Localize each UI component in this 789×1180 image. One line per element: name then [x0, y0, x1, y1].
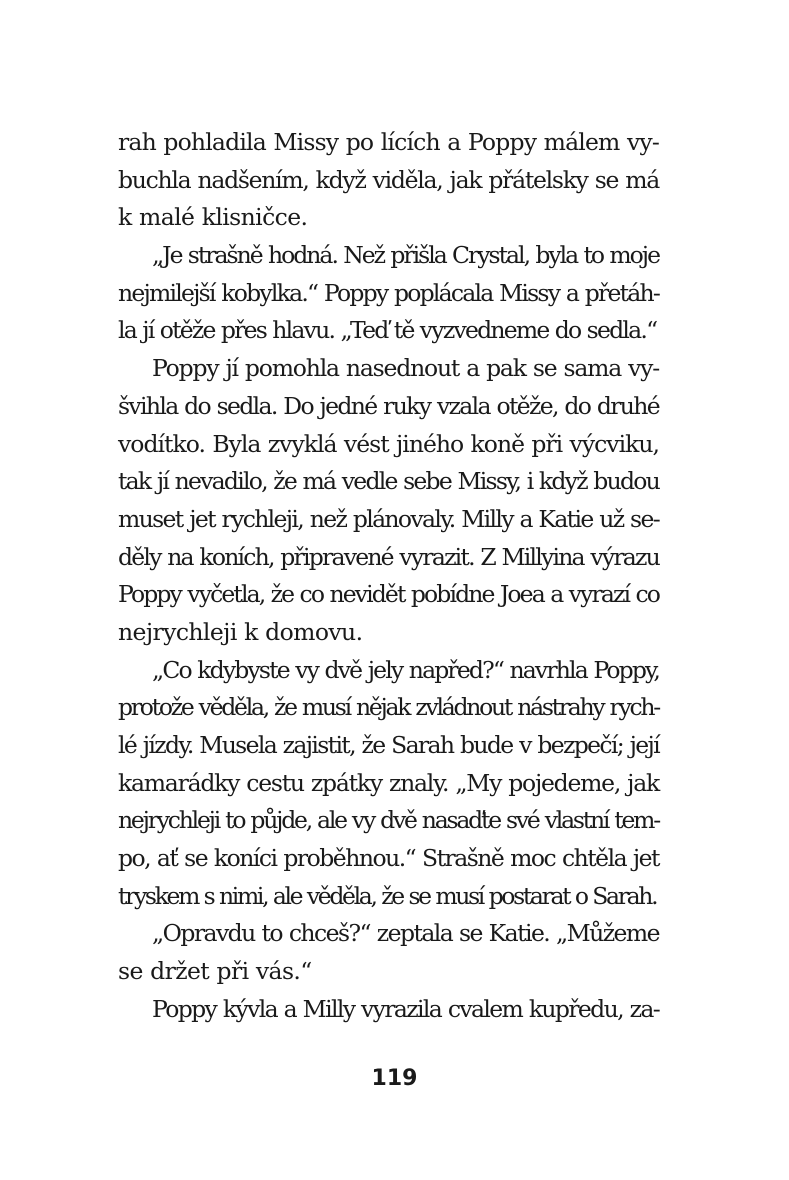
text-line: tryskem s nimi, ale věděla, že se musí postarat o Sarah. [118, 881, 657, 910]
paragraph [118, 652, 659, 916]
text-line: Poppy kývla a Milly vyrazila cvalem kupředu, za- [152, 994, 659, 1023]
text-line: nejrychleji k domovu. [118, 617, 363, 646]
text-line: buchla nadšením, když viděla, jak přátelsky se má [118, 165, 659, 194]
text-line: rah pohladila Missy po lících a Poppy málem vy- [118, 128, 659, 156]
text-line: muset jet rychleji, než plánovaly. Milly a Katie už se- [118, 504, 659, 533]
book-page-text [118, 124, 659, 1029]
text-line: „Opravdu to chceš?“ zeptala se Katie. „Můžeme [152, 919, 659, 948]
text-line: švihla do sedla. Do jedné ruky vzala otěže, do druhé [118, 391, 659, 420]
text-line: Poppy vyčetla, že co nevidět pobídne Joea a vyrazí co [118, 580, 659, 609]
text-line: Poppy jí pomohla nasednout a pak se sama vy- [152, 354, 659, 383]
paragraph [118, 991, 659, 1029]
text-line: kamarádky cestu zpátky znaly. „My pojedeme, jak [118, 768, 659, 797]
text-line: lé jízdy. Musela zajistit, že Sarah bude v bezpečí; její [118, 731, 659, 759]
page-number: 119 [371, 1066, 418, 1091]
text-line: děly na koních, připravené vyrazit. Z Millyina výrazu [118, 542, 659, 571]
paragraph [118, 237, 659, 350]
text-line: protože věděla, že musí nějak zvládnout nástrahy rych- [118, 693, 659, 722]
text-line: k malé klisničce. [118, 203, 308, 232]
text-line: „Je strašně hodná. Než přišla Crystal, byla to moje [152, 241, 659, 270]
text-line: „Co kdybyste vy dvě jely napřed?“ navrhla Poppy, [152, 655, 659, 684]
text-line: po, ať se koníci proběhnou.“ Strašně moc chtěla jet [118, 844, 659, 873]
paragraph [118, 124, 659, 237]
text-line: vodítko. Byla zvyklá vést jiného koně při výcviku, [118, 429, 659, 458]
text-line: nejmilejší kobylka.“ Poppy poplácala Missy a přetáh- [118, 278, 659, 307]
text-line: se držet při vás.“ [118, 957, 312, 986]
text-line: tak jí nevadilo, že má vedle sebe Missy, i když budou [118, 467, 659, 496]
text-line: la jí otěže přes hlavu. „Teď tě vyzvedneme do sedla.“ [118, 316, 657, 345]
paragraph [118, 350, 659, 652]
paragraph [118, 915, 659, 990]
text-line: nejrychleji to půjde, ale vy dvě nasaďte své vlastní tem- [118, 806, 659, 835]
